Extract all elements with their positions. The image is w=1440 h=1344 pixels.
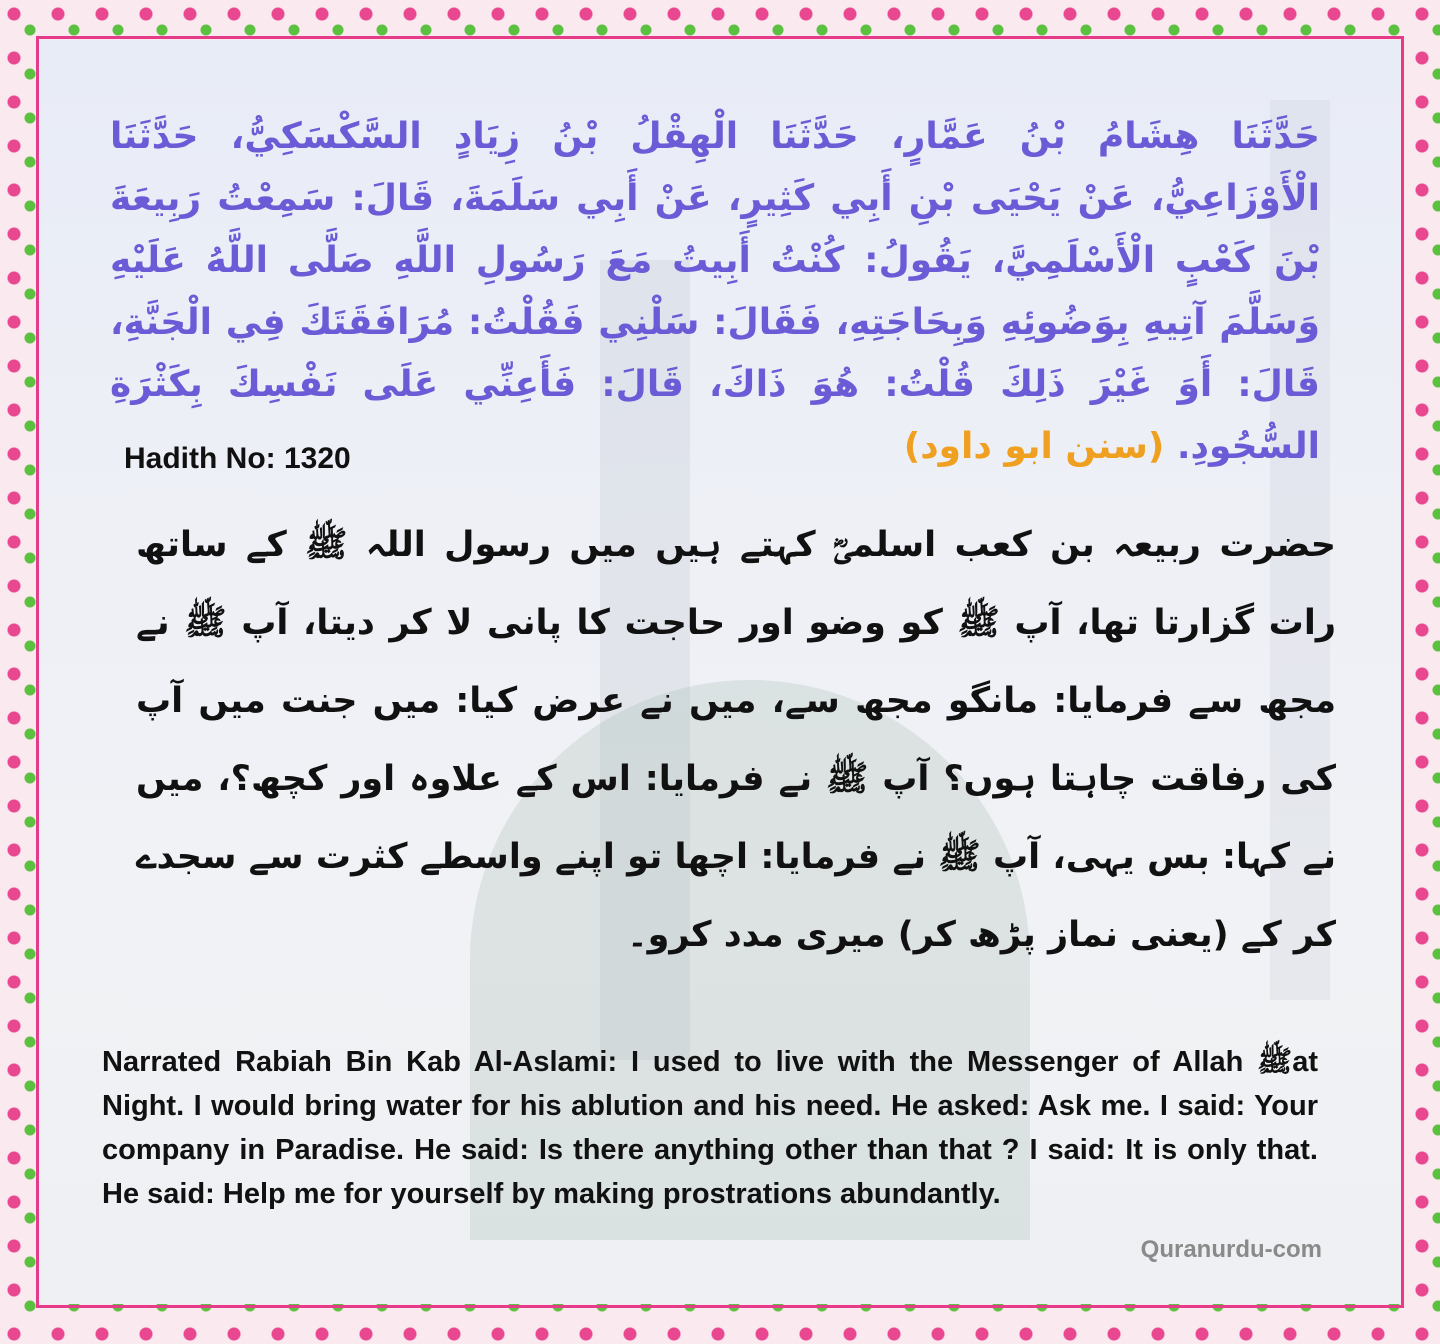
- hadith-number: Hadith No: 1320: [124, 442, 351, 475]
- urdu-translation: حضرت ربیعہ بن کعب اسلمیؓ کہتے ہیں میں رسول اللہ ﷺ کے ساتھ رات گزارتا تھا، آپ ﷺ کو وضو اور حاجت کا پانی لا کر دیتا، آپ ﷺ نے مجھ سے فرمایا: مانگو مجھ سے، میں نے عرض کیا: میں جنت میں آپ کی رفاقت چاہتا ہوں؟ آپ ﷺ نے فرمایا: اس کے علاوہ اور کچھ؟، میں نے کہا: بس یہی، آپ ﷺ نے فرمایا: اچھا تو اپنے واسطے کثرت سے سجدے کر کے (یعنی نماز پڑھ کر) میری مدد کرو۔: [136, 525, 1336, 955]
- source-reference: (سنن ابو داود): [903, 426, 1165, 467]
- arabic-hadith-text: [110, 106, 1320, 478]
- english-translation: Narrated Rabiah Bin Kab Al-Aslami: I used to live with the Messenger of Allah ﷺat Night. I would bring water for his ablution and his need. He asked: Ask me. I said: Your company in Paradise. He said: Is there anything other than that ? I said: It is only that. He said: Help me for yourself by making prostrations abundantly.: [102, 1046, 1318, 1210]
- content-panel: [40, 40, 1400, 1304]
- arabic-text: حَدَّثَنَا هِشَامُ بْنُ عَمَّارٍ، حَدَّثَنَا الْهِقْلُ بْنُ زِيَادٍ السَّكْسَكِيُّ، حَدَّثَنَا الْأَوْزَاعِيُّ، عَنْ يَحْيَى بْنِ أَبِي كَثِيرٍ، عَنْ أَبِي سَلَمَةَ، قَالَ: سَمِعْتُ رَبِيعَةَ بْنَ كَعْبٍ الْأَسْلَمِيَّ، يَقُولُ: كُنْتُ أَبِيتُ مَعَ رَسُولِ اللَّهِ صَلَّى اللَّهُ عَلَيْهِ وَسَلَّمَ آتِيهِ بِوَضُوئِهِ وَبِحَاجَتِهِ، فَقَالَ: سَلْنِي فَقُلْتُ: مُرَافَقَتَكَ فِي الْجَنَّةِ، قَالَ: أَوَ غَيْرَ ذَلِكَ قُلْتُ: هُوَ ذَاكَ، قَالَ: فَأَعِنِّي عَلَى نَفْسِكَ بِكَثْرَةِ السُّجُودِ.: [110, 116, 1320, 467]
- site-watermark: Quranurdu-com: [1140, 1236, 1322, 1263]
